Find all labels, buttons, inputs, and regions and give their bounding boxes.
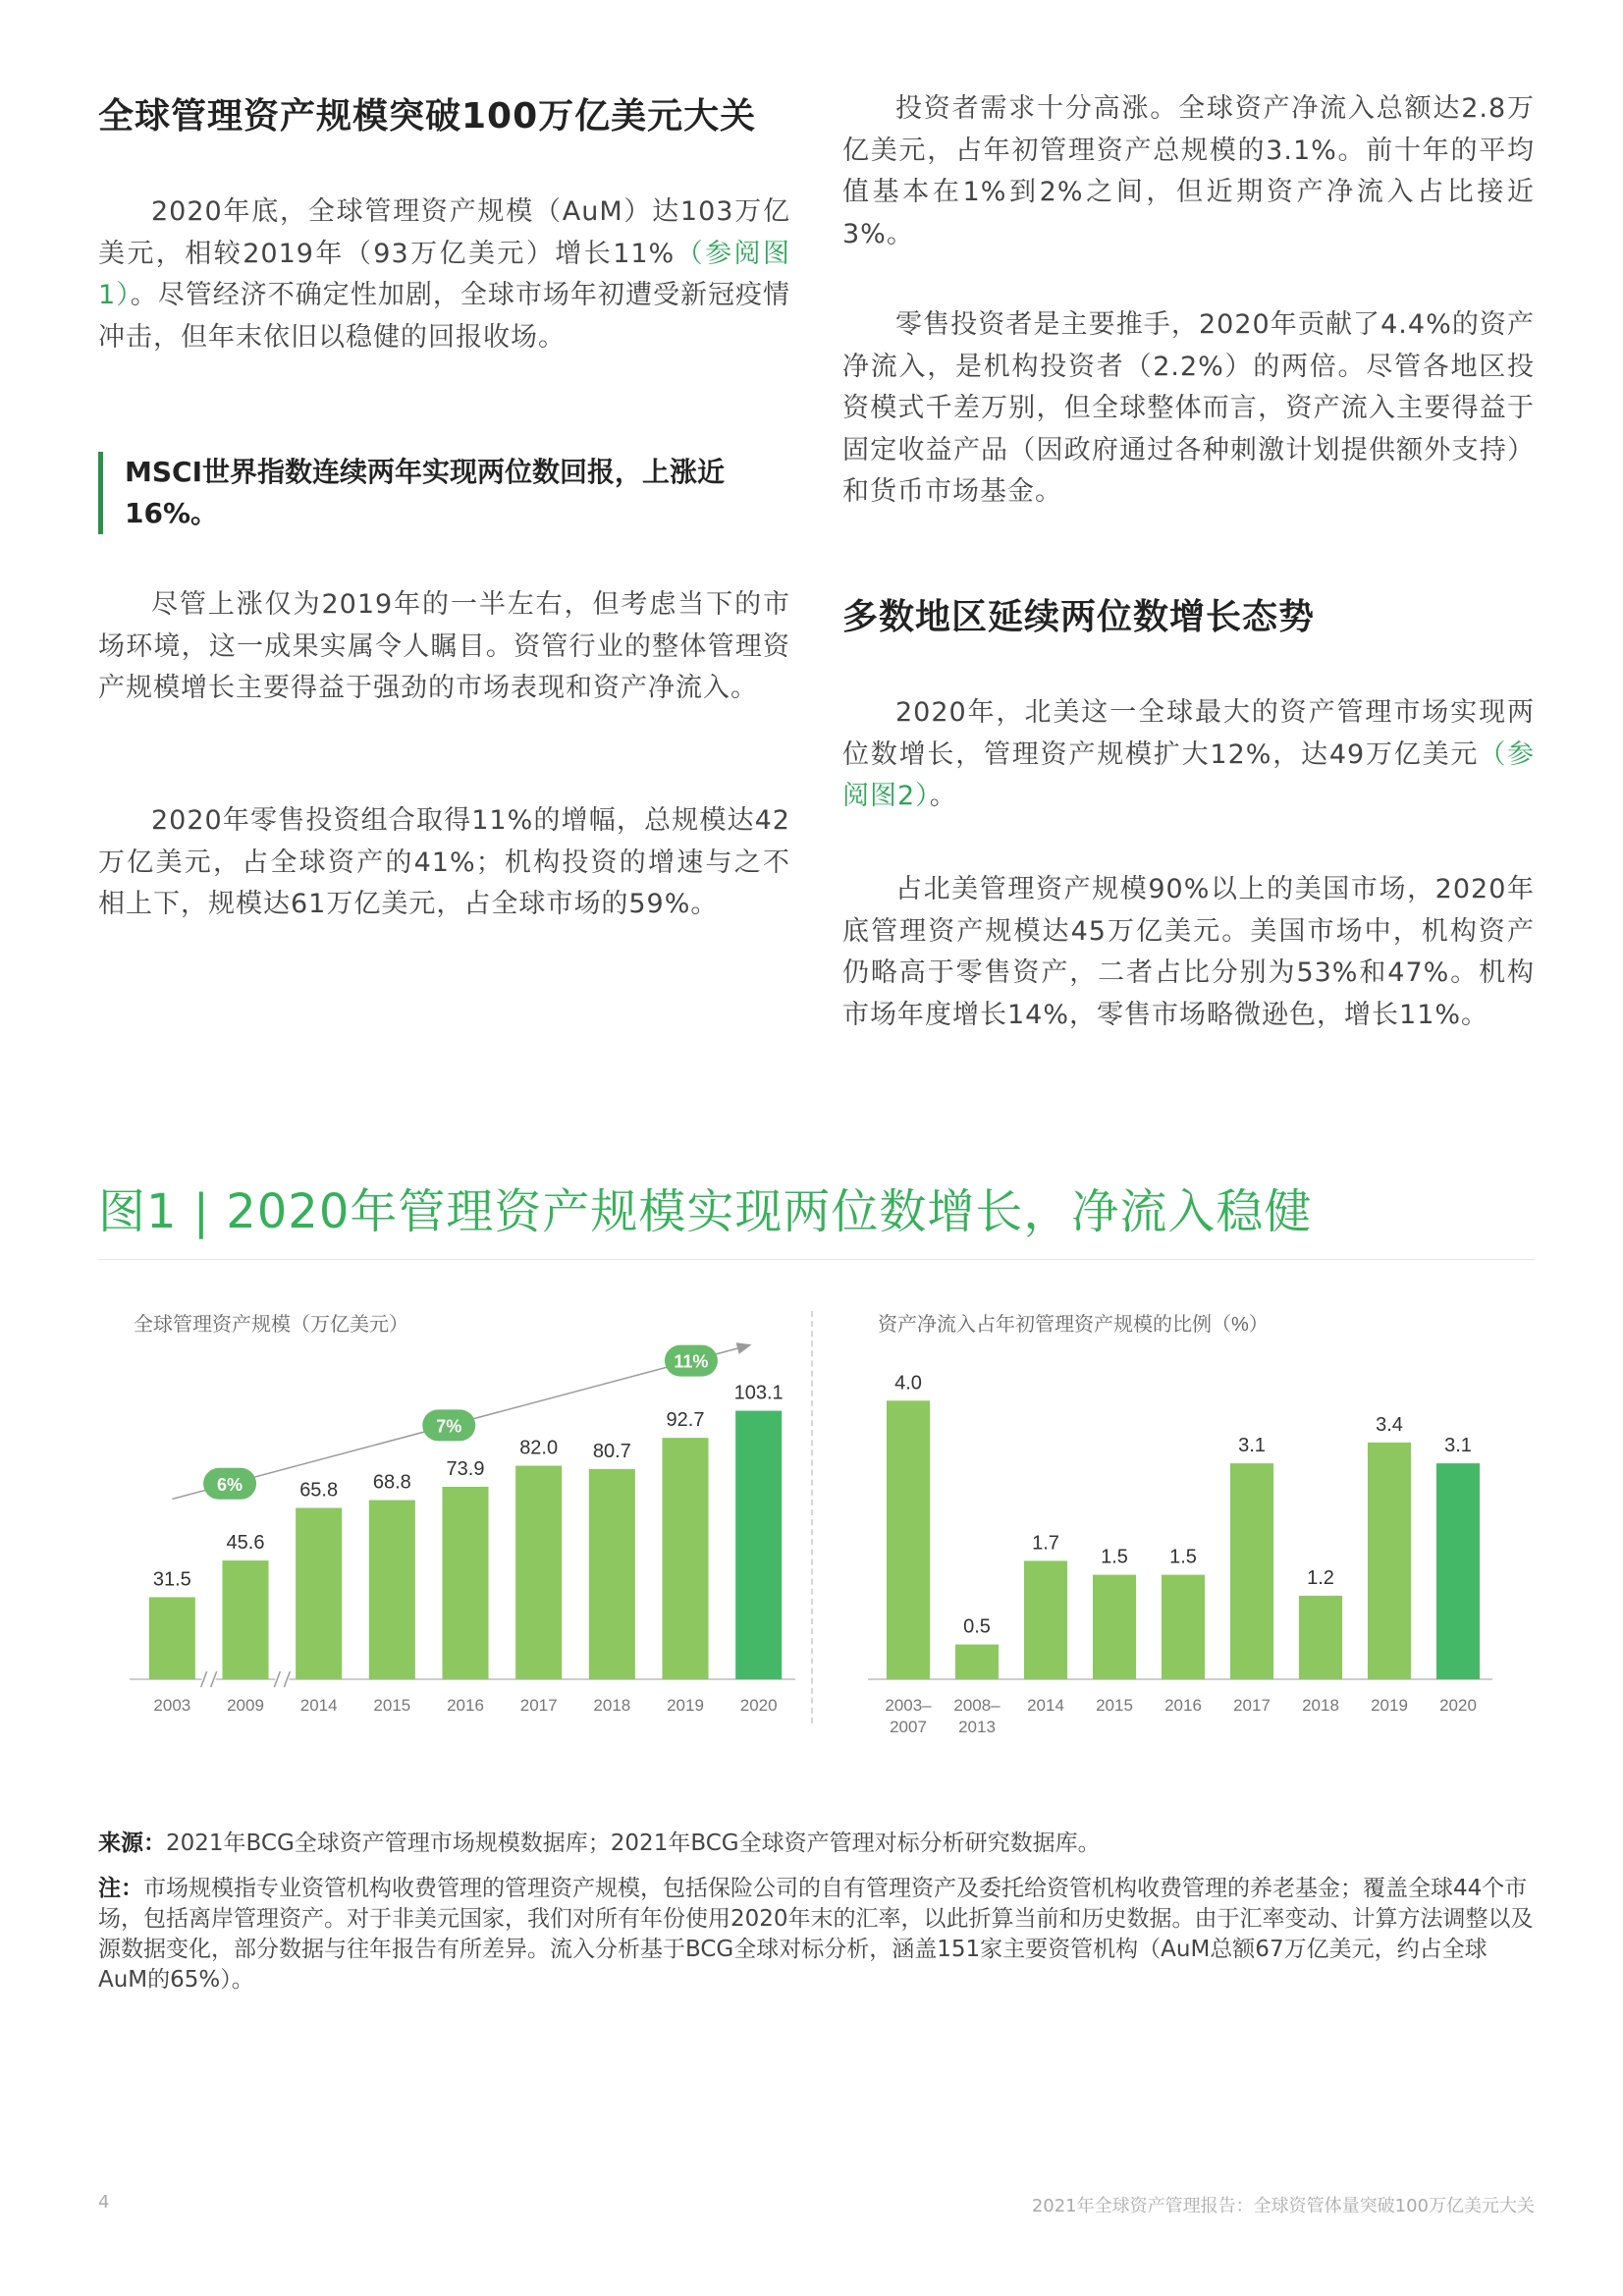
chart-title: 资产净流入占年初管理资产规模的比例（%） (878, 1314, 1269, 1336)
figure-title: 图1 | 2020年管理资产规模实现两位数增长，净流入稳健 (98, 1184, 1313, 1239)
x-tick-label-6: 2018 (593, 1696, 631, 1715)
growth-label-1: 7% (436, 1416, 462, 1437)
x-tick-label-7: 2019 (1371, 1696, 1408, 1715)
note-text: 市场规模指专业资管机构收费管理的管理资产规模，包括保险公司的自有管理资产及委托给资管机构收费管理的养老基金；覆盖全球44个市场，包括离岸管理资产。对于非美元国家，我们对所有年份使用2020年末的汇率，以此折算当前和历史数据。由于汇率变动、计算方法调整以及源数据变化，部分数据与往年报告有所差异。流入分析基于BCG全球对标分析，涵盖151家主要资管机构（AuM总额67万亿美元，约占全球AuM的65%）。 (98, 1876, 1534, 1993)
x-tick-label-2: 2014 (1027, 1696, 1064, 1715)
aum-bar-chart (98, 1277, 805, 1748)
x-tick-label-6: 2018 (1302, 1696, 1339, 1715)
x-tick-label-0-b: 2007 (890, 1718, 927, 1736)
bar-3 (369, 1501, 415, 1679)
bar-value-label-5: 3.1 (1238, 1435, 1266, 1457)
chart-separator (811, 1311, 813, 1723)
footnote (98, 1874, 1535, 1995)
axis-break-1 (274, 1671, 290, 1687)
bar-value-label-5: 82.0 (519, 1437, 559, 1459)
left-heading: 全球管理资产规模突破100万亿美元大关 (98, 96, 757, 137)
bar-value-label-2: 65.8 (299, 1479, 339, 1502)
callout-quote: MSCI世界指数连续两年实现两位数回报，上涨近16%。 (98, 452, 812, 534)
growth-label-2: 11% (674, 1351, 709, 1372)
bar-value-label-4: 73.9 (446, 1458, 485, 1481)
axis-break-0 (201, 1671, 217, 1687)
left-paragraph-1 (98, 191, 790, 358)
x-tick-label-5: 2017 (519, 1696, 558, 1715)
net-flow-bar-chart (844, 1277, 1532, 1748)
bar-value-label-4: 1.5 (1169, 1546, 1197, 1568)
source-text: 2021年BCG全球资产管理市场规模数据库；2021年BCG全球资产管理对标分析研究数据库。 (166, 1831, 1101, 1856)
x-tick-label-3: 2015 (373, 1696, 411, 1715)
bar-value-label-2: 1.7 (1032, 1532, 1059, 1555)
figure-2-reference-link[interactable]: （参阅图2） (842, 738, 1536, 811)
left-p1-text: 2020年底，全球管理资产规模（AuM）达103万亿美元，相较2019年（93万亿美元）增长11% (98, 196, 790, 269)
bar-value-label-7: 3.4 (1376, 1413, 1403, 1436)
bar-value-label-8: 3.1 (1444, 1435, 1472, 1457)
x-tick-label-1-b: 2013 (958, 1718, 996, 1736)
bar-value-label-3: 1.5 (1101, 1546, 1128, 1568)
x-tick-label-0: 2003– (885, 1696, 932, 1715)
bar-value-label-3: 68.8 (372, 1471, 411, 1494)
x-tick-label-8: 2020 (1439, 1696, 1477, 1715)
bar-4 (442, 1487, 488, 1679)
bar-4 (1162, 1575, 1205, 1679)
x-tick-label-3: 2015 (1096, 1696, 1133, 1715)
bar-5 (515, 1466, 562, 1679)
bar-value-label-0: 4.0 (894, 1372, 922, 1394)
x-tick-label-7: 2019 (667, 1696, 704, 1715)
bar-value-label-6: 1.2 (1307, 1566, 1334, 1589)
right-paragraph-1: 投资者需求十分高涨。全球资产净流入总额达2.8万亿美元，占年初管理资产总规模的3.1%。前十年的平均值基本在1%到2%之间，但近期资产净流入占比接近3%。 (842, 93, 1535, 249)
bar-6 (589, 1469, 635, 1679)
right-paragraph-3 (842, 692, 1535, 818)
bar-7 (1368, 1443, 1411, 1679)
growth-label-0: 6% (217, 1474, 243, 1495)
x-tick-label-4: 2016 (447, 1696, 484, 1715)
source-label: 来源： (98, 1831, 166, 1856)
bar-7 (662, 1438, 708, 1679)
right-paragraph-2: 零售投资者是主要推手，2020年贡献了4.4%的资产净流入，是机构投资者（2.2%）的两倍。尽管各地区投资模式千差万别，但全球整体而言，资产流入主要得益于固定收益产品（因政府通过各种刺激计划提供额外支持）和货币市场基金。 (842, 309, 1535, 507)
right-heading: 多数地区延续两位数增长态势 (842, 597, 1316, 637)
bar-value-label-6: 80.7 (592, 1440, 631, 1462)
page-number: 4 (98, 2192, 110, 2213)
x-tick-label-1: 2009 (227, 1696, 264, 1715)
bar-8 (1436, 1463, 1480, 1679)
bar-6 (1299, 1596, 1342, 1679)
bar-0 (149, 1597, 195, 1679)
right-paragraph-4: 占北美管理资产规模90%以上的美国市场，2020年底管理资产规模达45万亿美元。美国市场中，机构资产仍略高于零售资产，二者占比分别为53%和47%。机构市场年度增长14%，零售市场略微逊色，增长11%。 (842, 874, 1535, 1030)
footer-report-title: 2021年全球资产管理报告：全球资管体量突破100万亿美元大关 (1031, 2196, 1535, 2216)
bar-8 (735, 1411, 782, 1679)
bar-2 (1024, 1560, 1067, 1679)
right-p3-text-2: 。 (929, 781, 957, 811)
bar-0 (887, 1400, 930, 1679)
bar-3 (1093, 1575, 1136, 1679)
source-note (98, 1829, 1535, 1859)
bar-value-label-1: 45.6 (226, 1532, 265, 1555)
left-paragraph-2: 尽管上涨仅为2019年的一半左右，但考虑当下的市场环境，这一成果实属令人瞩目。资管行业的整体管理资产规模增长主要得益于强劲的市场表现和资产净流入。 (98, 589, 790, 703)
x-tick-label-0: 2003 (153, 1696, 191, 1715)
x-tick-label-4: 2016 (1164, 1696, 1202, 1715)
bar-1 (955, 1645, 999, 1679)
x-tick-label-1: 2008– (953, 1696, 1001, 1715)
note-label: 注： (98, 1876, 143, 1901)
bar-value-label-1: 0.5 (963, 1615, 991, 1638)
x-tick-label-8: 2020 (739, 1696, 778, 1715)
x-tick-label-5: 2017 (1233, 1696, 1271, 1715)
figure-divider (98, 1259, 1535, 1260)
bar-5 (1230, 1463, 1273, 1679)
chart-title: 全球管理资产规模（万亿美元） (134, 1314, 408, 1336)
bar-1 (222, 1560, 268, 1679)
x-tick-label-2: 2014 (299, 1696, 338, 1715)
figure-1-reference-link[interactable]: （参阅图1） (98, 238, 790, 310)
bar-value-label-7: 92.7 (666, 1409, 705, 1432)
bar-2 (296, 1507, 342, 1679)
bar-value-label-8: 103.1 (733, 1382, 784, 1404)
left-paragraph-3: 2020年零售投资组合取得11%的增幅，总规模达42万亿美元，占全球资产的41%；机构投资的增速与之不相上下，规模达61万亿美元，占全球市场的59%。 (98, 805, 790, 919)
right-p3-text: 2020年，北美这一全球最大的资产管理市场实现两位数增长，管理资产规模扩大12%，达49万亿美元 (842, 697, 1535, 770)
left-p1-text-2: 。尽管经济不确定性加剧，全球市场年初遭受新冠疫情冲击，但年末依旧以稳健的回报收场。 (98, 280, 791, 353)
bar-value-label-0: 31.5 (152, 1568, 191, 1591)
